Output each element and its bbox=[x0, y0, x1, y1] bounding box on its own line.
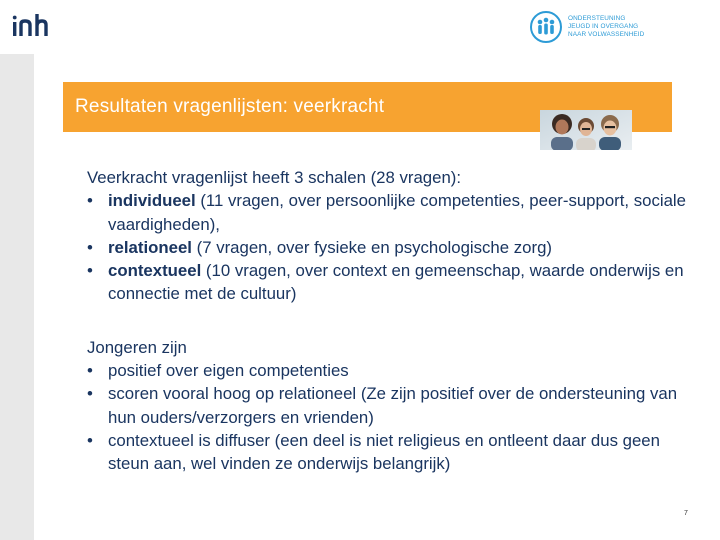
list-item bbox=[87, 429, 687, 476]
list-item bbox=[87, 382, 687, 429]
partner-logo-line: JEUGD IN OVERGANG bbox=[568, 23, 639, 30]
slide-title: Resultaten vragenlijsten: veerkracht bbox=[75, 96, 385, 117]
scale-term: relationeel bbox=[108, 237, 192, 257]
section-spacer bbox=[87, 306, 687, 336]
scales-section bbox=[87, 166, 687, 306]
partner-logo-text bbox=[568, 15, 644, 39]
bullet-icon: • bbox=[87, 237, 93, 257]
left-margin-strip bbox=[0, 54, 34, 540]
scales-intro: Veerkracht vragenlijst heeft 3 schalen (28 vragen): bbox=[87, 168, 462, 187]
findings-section bbox=[87, 336, 687, 476]
young-people-photo bbox=[540, 110, 632, 150]
bullet-icon: • bbox=[87, 191, 93, 211]
scale-term: individueel bbox=[108, 191, 196, 211]
inh-logo bbox=[10, 12, 60, 42]
list-item bbox=[87, 259, 687, 306]
finding-text: contextueel is diffuser (een deel is niet religieus en ontleent daar dus geen steun aan, wel vinden ze onderwijs belangrijk) bbox=[108, 430, 660, 474]
partner-logo-line: NAAR VOLWASSENHEID bbox=[568, 31, 645, 38]
list-item bbox=[87, 189, 687, 236]
list-item bbox=[87, 359, 687, 382]
finding-text: positief over eigen competenties bbox=[108, 361, 349, 381]
findings-list bbox=[87, 359, 687, 475]
partner-logo-line: ONDERSTEUNING bbox=[568, 15, 626, 22]
slide-content bbox=[87, 166, 687, 476]
scale-term: contextueel bbox=[108, 261, 202, 281]
bullet-icon: • bbox=[87, 430, 93, 450]
list-item bbox=[87, 236, 687, 259]
findings-intro: Jongeren zijn bbox=[87, 337, 187, 357]
scale-description: (11 vragen, over persoonlijke competenties, peer-support, sociale vaardigheden), bbox=[108, 191, 686, 234]
partner-logo-mark-icon bbox=[530, 11, 562, 43]
bullet-icon: • bbox=[87, 261, 93, 281]
page-number: 7 bbox=[684, 510, 688, 517]
scales-list bbox=[87, 189, 687, 305]
partner-logo bbox=[530, 8, 710, 46]
finding-text: scoren vooral hoog op relationeel (Ze zijn positief over de ondersteuning van hun ouders/verzorgers en vrienden) bbox=[108, 384, 678, 427]
scale-description: (7 vragen, over fysieke en psychologische zorg) bbox=[191, 237, 552, 257]
bullet-icon: • bbox=[87, 361, 93, 381]
bullet-icon: • bbox=[87, 384, 93, 404]
scale-description: (10 vragen, over context en gemeenschap, waarde onderwijs en connectie met de cultuur) bbox=[108, 261, 684, 304]
